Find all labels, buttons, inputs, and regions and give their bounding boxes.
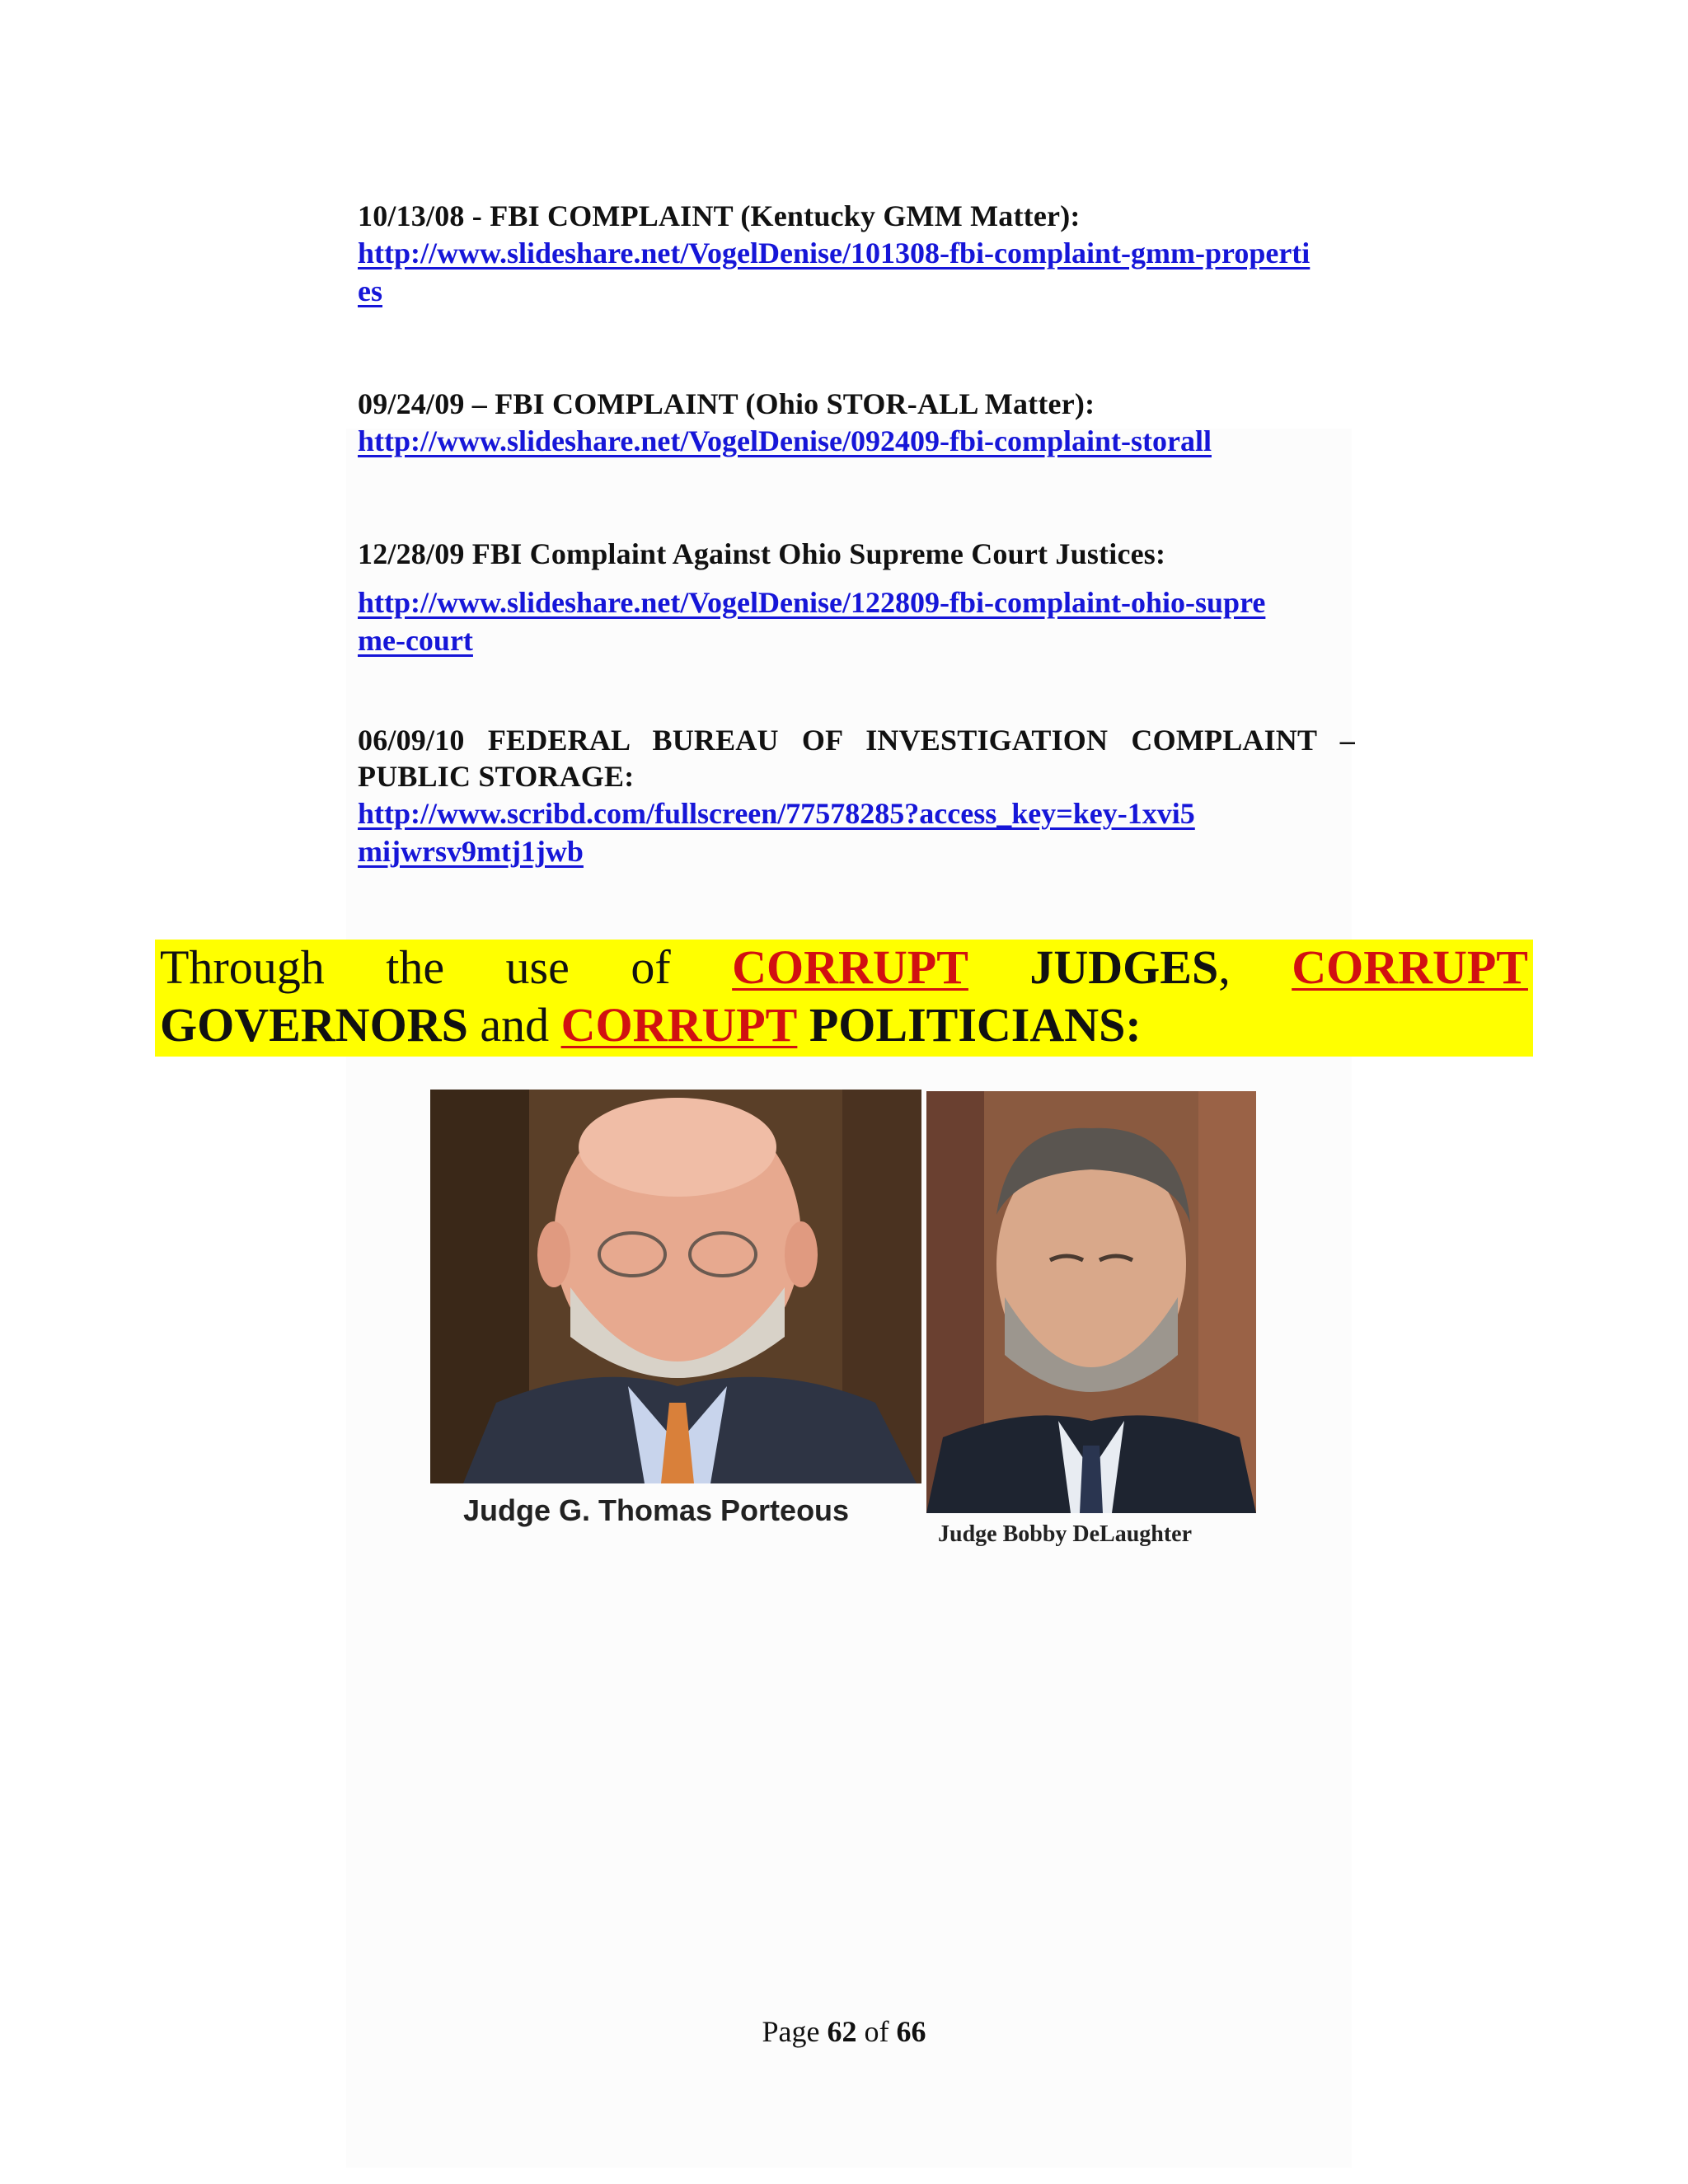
photo-judge-porteous (430, 1090, 921, 1483)
page-footer (0, 2014, 1688, 2049)
complaint-link[interactable]: http://www.slideshare.net/VogelDenise/092409-fbi-complaint-storall (358, 424, 1212, 457)
portrait-illustration (430, 1090, 921, 1483)
complaint-entry (358, 198, 1314, 310)
complaint-title: 12/28/09 FBI Complaint Against Ohio Supreme Court Justices: (358, 537, 1166, 570)
banner-word: GOVERNORS (160, 998, 468, 1052)
judges-photo-group (430, 1090, 1254, 1551)
complaint-title: 06/09/10 FEDERAL BUREAU OF INVESTIGATION COMPLAINT – PUBLIC STORAGE: (358, 724, 1355, 793)
complaint-title: 10/13/08 - FBI COMPLAINT (Kentucky GMM Matter): (358, 199, 1081, 232)
banner-word: JUDGES (1029, 940, 1219, 994)
banner-word-corrupt: CORRUPT (560, 998, 798, 1052)
banner-line (155, 940, 1533, 997)
complaint-link[interactable]: http://www.slideshare.net/VogelDenise/101308-fbi-complaint-gmm-properties (358, 237, 1311, 307)
banner-word: the (386, 940, 445, 994)
footer-prefix: Page (762, 2015, 828, 2048)
caption-delaughter: Judge Bobby DeLaughter (938, 1521, 1193, 1547)
current-page-number: 62 (827, 2015, 857, 2048)
banner-word: of (631, 940, 671, 994)
banner-word: Through (160, 940, 325, 994)
complaint-link[interactable]: http://www.scribd.com/fullscreen/77578285?access_key=key-1xvi5mijwrsv9mtj1jwb (358, 797, 1195, 868)
banner-word-corrupt: CORRUPT (1292, 940, 1528, 994)
complaint-title: 09/24/09 – FBI COMPLAINT (Ohio STOR-ALL Matter): (358, 387, 1095, 420)
highlight-banner (155, 940, 1533, 1057)
banner-word: use (505, 940, 570, 994)
complaint-link[interactable]: http://www.slideshare.net/VogelDenise/122809-fbi-complaint-ohio-supreme-court (358, 586, 1266, 657)
complaint-entry (358, 536, 1281, 659)
banner-punct: , (1218, 940, 1231, 994)
banner-word: and (480, 998, 550, 1052)
banner-word: POLITICIANS: (809, 998, 1142, 1052)
portrait-illustration (926, 1091, 1256, 1513)
footer-separator: of (856, 2015, 897, 2048)
photo-judge-delaughter (926, 1091, 1256, 1513)
total-pages-number: 66 (896, 2015, 926, 2048)
complaint-entry (358, 386, 1347, 460)
banner-word-corrupt: CORRUPT (732, 940, 968, 994)
caption-porteous: Judge G. Thomas Porteous (463, 1493, 850, 1527)
complaint-entry (358, 722, 1355, 870)
banner-line (155, 997, 1533, 1053)
